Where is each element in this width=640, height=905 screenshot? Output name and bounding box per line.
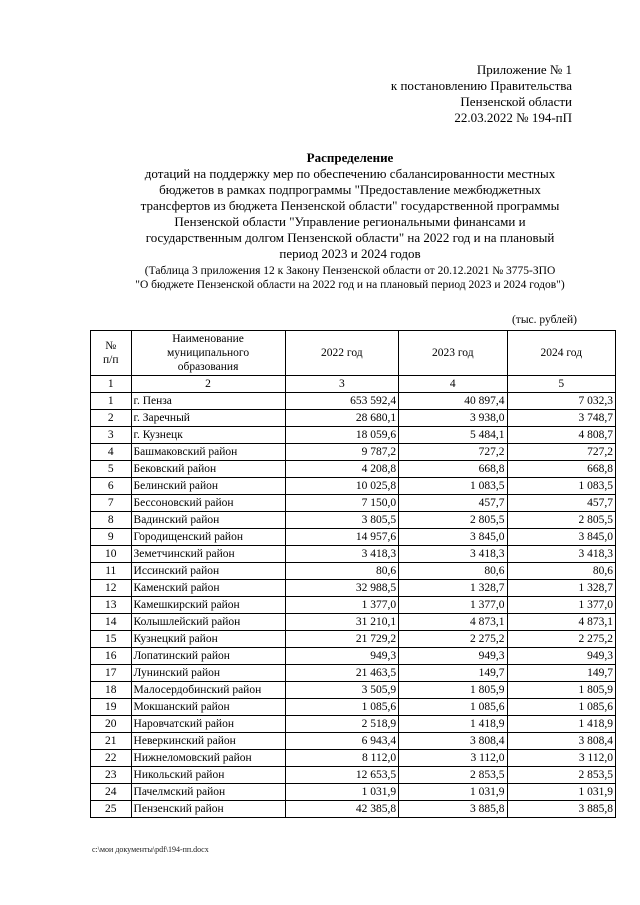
row-municipality: Городищенский район: [131, 529, 285, 546]
row-value-2024: 4 873,1: [507, 614, 615, 631]
row-municipality: Лунинский район: [131, 665, 285, 682]
row-value-2022: 10 025,8: [285, 478, 399, 495]
row-value-2024: 1 328,7: [507, 580, 615, 597]
description-line: Пензенской области "Управление региональными финансами и: [174, 214, 526, 229]
appendix-number: Приложение № 1: [476, 62, 572, 77]
header-2024: 2024 год: [507, 331, 615, 376]
row-value-2024: 668,8: [507, 461, 615, 478]
table-row: [91, 393, 616, 410]
row-value-2024: 149,7: [507, 665, 615, 682]
row-value-2023: 1 328,7: [399, 580, 507, 597]
table-row: [91, 733, 616, 750]
table-row: [91, 716, 616, 733]
document-title: Распределение: [306, 150, 394, 165]
row-value-2022: 9 787,2: [285, 444, 399, 461]
row-value-2023: 1 418,9: [399, 716, 507, 733]
row-value-2022: 21 729,2: [285, 631, 399, 648]
row-municipality: Вадинский район: [131, 512, 285, 529]
row-number: 22: [91, 750, 132, 767]
row-value-2022: 14 957,6: [285, 529, 399, 546]
row-value-2023: 1 083,5: [399, 478, 507, 495]
row-value-2022: 4 208,8: [285, 461, 399, 478]
table-row: [91, 631, 616, 648]
row-value-2022: 3 505,9: [285, 682, 399, 699]
row-value-2024: 7 032,3: [507, 393, 615, 410]
row-number: 5: [91, 461, 132, 478]
row-number: 10: [91, 546, 132, 563]
row-value-2023: 2 853,5: [399, 767, 507, 784]
row-value-2022: 21 463,5: [285, 665, 399, 682]
row-value-2022: 949,3: [285, 648, 399, 665]
table-row: [91, 801, 616, 818]
row-value-2024: 2 853,5: [507, 767, 615, 784]
row-value-2023: 668,8: [399, 461, 507, 478]
row-municipality: Бековский район: [131, 461, 285, 478]
row-number: 21: [91, 733, 132, 750]
row-number: 7: [91, 495, 132, 512]
row-value-2024: 1 085,6: [507, 699, 615, 716]
row-number: 20: [91, 716, 132, 733]
row-municipality: Пензенский район: [131, 801, 285, 818]
row-number: 13: [91, 597, 132, 614]
row-value-2024: 457,7: [507, 495, 615, 512]
row-value-2023: 4 873,1: [399, 614, 507, 631]
row-number: 12: [91, 580, 132, 597]
column-number: 4: [399, 376, 507, 393]
row-value-2024: 1 031,9: [507, 784, 615, 801]
table-row: [91, 529, 616, 546]
row-value-2024: 3 845,0: [507, 529, 615, 546]
row-number: 1: [91, 393, 132, 410]
column-number: 5: [507, 376, 615, 393]
row-value-2024: 3 748,7: [507, 410, 615, 427]
row-value-2024: 949,3: [507, 648, 615, 665]
table-row: [91, 665, 616, 682]
row-value-2023: 80,6: [399, 563, 507, 580]
row-municipality: г. Заречный: [131, 410, 285, 427]
row-municipality: Неверкинский район: [131, 733, 285, 750]
row-municipality: Башмаковский район: [131, 444, 285, 461]
document-description: [90, 166, 610, 262]
row-municipality: Белинский район: [131, 478, 285, 495]
row-value-2023: 5 484,1: [399, 427, 507, 444]
row-value-2023: 2 275,2: [399, 631, 507, 648]
row-value-2022: 80,6: [285, 563, 399, 580]
row-number: 14: [91, 614, 132, 631]
header-municipality: [131, 331, 285, 376]
row-value-2022: 7 150,0: [285, 495, 399, 512]
row-value-2023: 727,2: [399, 444, 507, 461]
units-label: (тыс. рублей): [511, 314, 577, 326]
table-row: [91, 614, 616, 631]
table-reference-line: "О бюджете Пензенской области на 2022 год и на плановый период 2023 и 2024 годов"): [135, 279, 565, 291]
row-value-2022: 42 385,8: [285, 801, 399, 818]
row-value-2023: 2 805,5: [399, 512, 507, 529]
row-value-2024: 3 808,4: [507, 733, 615, 750]
table-row: [91, 427, 616, 444]
row-municipality: Колышлейский район: [131, 614, 285, 631]
header-municipality-line: образования: [177, 361, 239, 373]
table-row: [91, 478, 616, 495]
row-value-2022: 6 943,4: [285, 733, 399, 750]
appendix-region-line: Пензенской области: [460, 94, 572, 109]
column-numbers-row: [91, 376, 616, 393]
row-municipality: г. Пенза: [131, 393, 285, 410]
row-value-2023: 3 112,0: [399, 750, 507, 767]
table-row: [91, 767, 616, 784]
row-value-2022: 1 031,9: [285, 784, 399, 801]
row-value-2023: 3 808,4: [399, 733, 507, 750]
row-value-2024: 3 112,0: [507, 750, 615, 767]
row-number: 6: [91, 478, 132, 495]
row-value-2022: 28 680,1: [285, 410, 399, 427]
table-row: [91, 699, 616, 716]
appendix-header: [312, 62, 572, 126]
header-2023: 2023 год: [399, 331, 507, 376]
table-row: [91, 410, 616, 427]
row-number: 25: [91, 801, 132, 818]
row-number: 4: [91, 444, 132, 461]
row-value-2023: 949,3: [399, 648, 507, 665]
table-row: [91, 512, 616, 529]
column-number: 3: [285, 376, 399, 393]
row-number: 23: [91, 767, 132, 784]
row-value-2024: 80,6: [507, 563, 615, 580]
row-municipality: Бессоновский район: [131, 495, 285, 512]
row-value-2023: 1 377,0: [399, 597, 507, 614]
row-value-2022: 12 653,5: [285, 767, 399, 784]
row-value-2024: 3 418,3: [507, 546, 615, 563]
row-value-2024: 1 083,5: [507, 478, 615, 495]
table-header-row: [91, 331, 616, 376]
table-row: [91, 444, 616, 461]
header-municipality-line: муниципального: [167, 347, 250, 359]
row-municipality: Наровчатский район: [131, 716, 285, 733]
table-row: [91, 546, 616, 563]
description-line: государственным долгом Пензенской области" на 2022 год и на плановый: [145, 230, 555, 245]
row-value-2024: 727,2: [507, 444, 615, 461]
table-row: [91, 784, 616, 801]
row-number: 24: [91, 784, 132, 801]
row-number: 8: [91, 512, 132, 529]
row-value-2023: 457,7: [399, 495, 507, 512]
table-row: [91, 461, 616, 478]
appendix-resolution-line: к постановлению Правительства: [390, 78, 572, 93]
table-reference-line: (Таблица 3 приложения 12 к Закону Пензенской области от 20.12.2021 № 3775-ЗПО: [144, 265, 556, 277]
row-value-2023: 1 031,9: [399, 784, 507, 801]
table-row: [91, 750, 616, 767]
row-value-2022: 8 112,0: [285, 750, 399, 767]
row-value-2022: 3 418,3: [285, 546, 399, 563]
table-row: [91, 563, 616, 580]
row-municipality: Камешкирский район: [131, 597, 285, 614]
row-number: 16: [91, 648, 132, 665]
header-municipality-line: Наименование: [172, 333, 244, 345]
row-value-2023: 3 938,0: [399, 410, 507, 427]
row-value-2022: 1 085,6: [285, 699, 399, 716]
row-value-2023: 3 418,3: [399, 546, 507, 563]
row-value-2022: 1 377,0: [285, 597, 399, 614]
row-municipality: г. Кузнецк: [131, 427, 285, 444]
row-value-2024: 1 418,9: [507, 716, 615, 733]
row-value-2024: 2 275,2: [507, 631, 615, 648]
header-number-abbr: п/п: [103, 354, 119, 366]
distribution-table: [90, 330, 616, 818]
description-line: дотаций на поддержку мер по обеспечению сбалансированности местных: [144, 166, 556, 181]
table-row: [91, 597, 616, 614]
row-municipality: Пачелмский район: [131, 784, 285, 801]
row-municipality: Никольский район: [131, 767, 285, 784]
table-reference: [90, 264, 610, 292]
row-value-2023: 3 885,8: [399, 801, 507, 818]
row-value-2022: 32 988,5: [285, 580, 399, 597]
row-number: 19: [91, 699, 132, 716]
row-municipality: Иссинский район: [131, 563, 285, 580]
row-value-2024: 3 885,8: [507, 801, 615, 818]
table-row: [91, 648, 616, 665]
row-value-2023: 3 845,0: [399, 529, 507, 546]
row-value-2022: 31 210,1: [285, 614, 399, 631]
row-municipality: Земетчинский район: [131, 546, 285, 563]
description-line: период 2023 и 2024 годов: [279, 246, 421, 261]
row-municipality: Мокшанский район: [131, 699, 285, 716]
row-municipality: Нижнеломовский район: [131, 750, 285, 767]
row-municipality: Малосердобинский район: [131, 682, 285, 699]
row-number: 3: [91, 427, 132, 444]
description-line: трансфертов из бюджета Пензенской области" государственной программы: [140, 198, 560, 213]
title-block: [90, 150, 610, 262]
row-municipality: Каменский район: [131, 580, 285, 597]
row-value-2023: 1 085,6: [399, 699, 507, 716]
description-line: бюджетов в рамках подпрограммы "Предоставление межбюджетных: [159, 182, 541, 197]
row-value-2024: 4 808,7: [507, 427, 615, 444]
table-row: [91, 682, 616, 699]
row-value-2022: 18 059,6: [285, 427, 399, 444]
row-value-2023: 40 897,4: [399, 393, 507, 410]
row-number: 9: [91, 529, 132, 546]
row-municipality: Кузнецкий район: [131, 631, 285, 648]
row-number: 17: [91, 665, 132, 682]
row-value-2024: 2 805,5: [507, 512, 615, 529]
row-value-2023: 149,7: [399, 665, 507, 682]
table-row: [91, 495, 616, 512]
footer-file-path: c:\мои документы\pdf\194-пп.docx: [92, 845, 209, 854]
row-value-2024: 1 377,0: [507, 597, 615, 614]
column-number: 2: [131, 376, 285, 393]
header-number-symbol: №: [105, 340, 117, 352]
row-value-2022: 653 592,4: [285, 393, 399, 410]
row-number: 15: [91, 631, 132, 648]
table-row: [91, 580, 616, 597]
row-number: 2: [91, 410, 132, 427]
row-number: 18: [91, 682, 132, 699]
row-value-2022: 3 805,5: [285, 512, 399, 529]
row-number: 11: [91, 563, 132, 580]
appendix-date-number: 22.03.2022 № 194-пП: [454, 110, 572, 125]
row-value-2024: 1 805,9: [507, 682, 615, 699]
header-number: [91, 331, 132, 376]
row-value-2022: 2 518,9: [285, 716, 399, 733]
row-value-2023: 1 805,9: [399, 682, 507, 699]
header-2022: 2022 год: [285, 331, 399, 376]
row-municipality: Лопатинский район: [131, 648, 285, 665]
column-number: 1: [91, 376, 132, 393]
